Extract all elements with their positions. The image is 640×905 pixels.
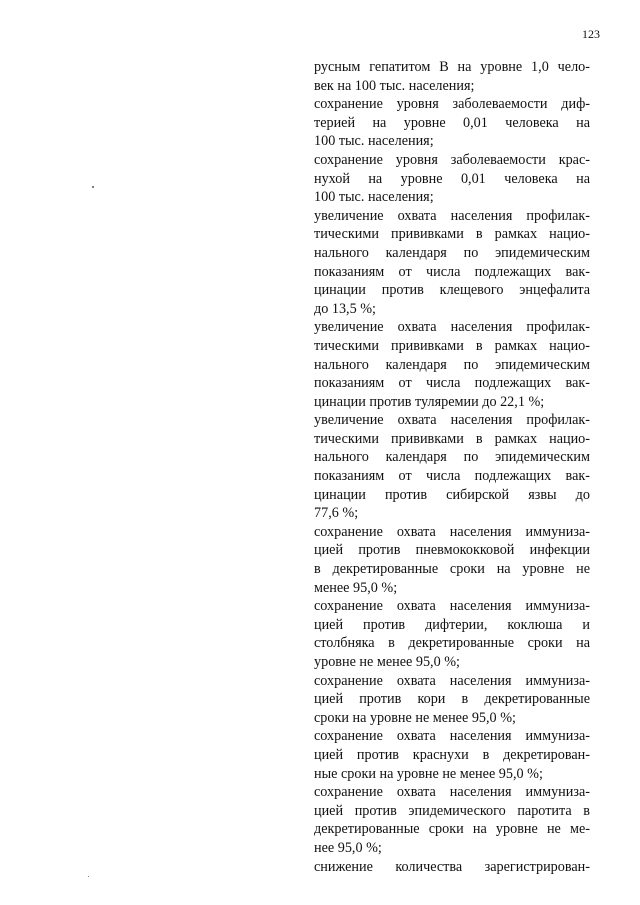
text-line: цией против пневмококковой инфекции bbox=[314, 542, 590, 559]
text-paragraph bbox=[314, 151, 590, 207]
page-number: 123 bbox=[582, 27, 600, 41]
text-line: нального календаря по эпидемическим bbox=[314, 449, 590, 466]
text-paragraph bbox=[314, 207, 590, 319]
text-paragraph bbox=[314, 523, 590, 597]
text-paragraph bbox=[314, 58, 590, 95]
text-line: нального календаря по эпидемическим bbox=[314, 244, 590, 261]
text-paragraph bbox=[314, 727, 590, 783]
text-line: русным гепатитом В на уровне 1,0 чело- bbox=[314, 59, 590, 75]
text-line: увеличение охвата населения профилак- bbox=[314, 319, 590, 336]
text-line: увеличение охвата населения профилак- bbox=[314, 207, 590, 224]
text-line: до 13,5 %; bbox=[314, 300, 376, 317]
text-line: сроки на уровне не менее 95,0 %; bbox=[314, 709, 516, 726]
text-line: увеличение охвата населения профилак- bbox=[314, 412, 590, 429]
text-line: тическими прививками в рамках нацио- bbox=[314, 430, 590, 447]
text-paragraph bbox=[314, 318, 590, 411]
text-line: сохранение уровня заболеваемости крас- bbox=[314, 151, 590, 168]
text-line: цией против эпидемического паротита в bbox=[314, 802, 590, 819]
text-line: сохранение охвата населения иммуниза- bbox=[314, 784, 590, 801]
text-line: терией на уровне 0,01 человека на bbox=[314, 114, 590, 131]
text-line: нального календаря по эпидемическим bbox=[314, 356, 590, 373]
text-line: сохранение охвата населения иммуниза- bbox=[314, 728, 590, 745]
text-line: декретированные сроки на уровне не ме- bbox=[314, 821, 590, 838]
scan-speck bbox=[88, 876, 89, 877]
text-line: цинации против сибирской язвы до bbox=[314, 486, 590, 503]
text-line: менее 95,0 %; bbox=[314, 579, 398, 596]
text-line: столбняка в декретированные сроки на bbox=[314, 635, 590, 652]
text-line: тическими прививками в рамках нацио- bbox=[314, 226, 590, 243]
text-line: цией против кори в декретированные bbox=[314, 691, 590, 708]
text-line: цией против краснухи в декретирован- bbox=[314, 746, 590, 763]
text-paragraph bbox=[314, 95, 590, 151]
text-line: нее 95,0 %; bbox=[314, 839, 382, 856]
text-line: 77,6 %; bbox=[314, 505, 359, 522]
scan-speck bbox=[92, 186, 94, 188]
text-line: цией против дифтерии, коклюша и bbox=[314, 616, 590, 633]
text-line: сохранение уровня заболеваемости диф- bbox=[314, 96, 590, 113]
text-line: показаниям от числа подлежащих вак- bbox=[314, 263, 590, 280]
text-paragraph bbox=[314, 597, 590, 671]
text-paragraph bbox=[314, 858, 590, 877]
text-paragraph bbox=[314, 411, 590, 523]
text-line: нухой на уровне 0,01 человека на bbox=[314, 170, 590, 187]
text-line: сохранение охвата населения иммуниза- bbox=[314, 598, 590, 615]
text-line: показаниям от числа подлежащих вак- bbox=[314, 375, 590, 392]
text-line: цинации против туляремии до 22,1 %; bbox=[314, 393, 545, 410]
text-line: сохранение охвата населения иммуниза- bbox=[314, 672, 590, 689]
text-line: век на 100 тыс. населения; bbox=[314, 77, 475, 94]
text-line: показаниям от числа подлежащих вак- bbox=[314, 468, 590, 485]
text-line: тическими прививками в рамках нацио- bbox=[314, 337, 590, 354]
text-line: цинации против клещевого энцефалита bbox=[314, 282, 590, 299]
text-column bbox=[314, 58, 590, 876]
text-paragraph bbox=[314, 783, 590, 857]
text-line: 100 тыс. населения; bbox=[314, 133, 434, 150]
text-line: в декретированные сроки на уровне не bbox=[314, 561, 590, 578]
text-line: уровне не менее 95,0 %; bbox=[314, 654, 460, 670]
text-paragraph bbox=[314, 672, 590, 728]
text-line: ные сроки на уровне не менее 95,0 %; bbox=[314, 765, 543, 782]
text-line: снижение количества зарегистрирован- bbox=[314, 858, 590, 875]
text-line: сохранение охвата населения иммуниза- bbox=[314, 523, 590, 540]
text-line: 100 тыс. населения; bbox=[314, 189, 434, 206]
